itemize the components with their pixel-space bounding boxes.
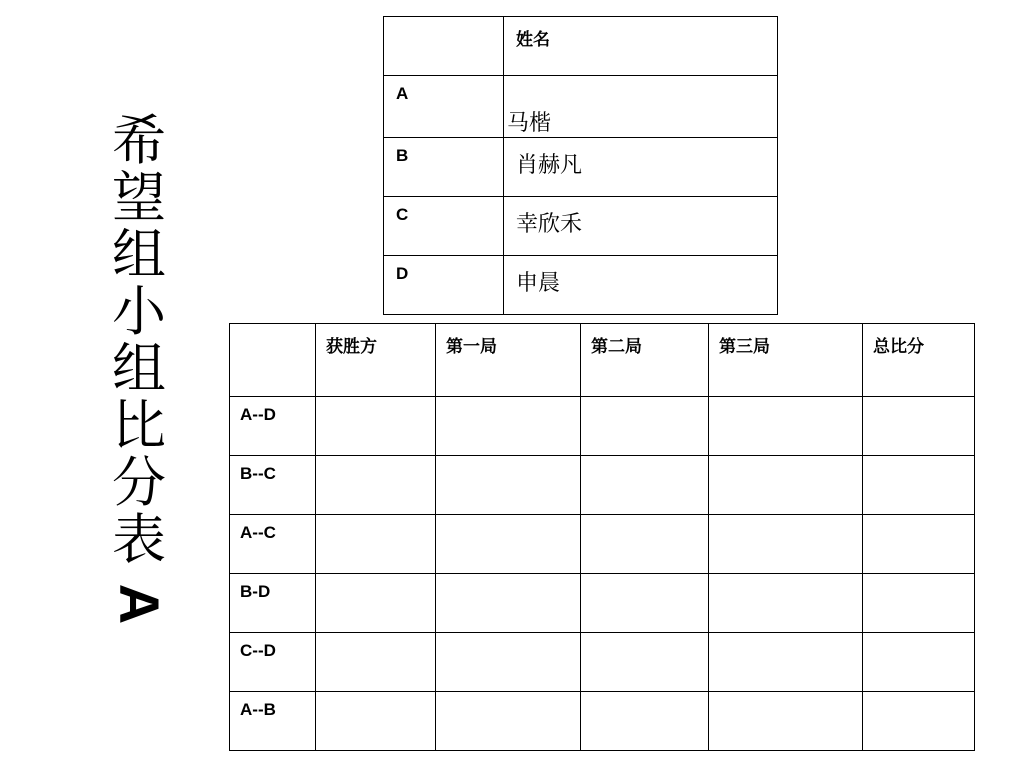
title-suffix: A [108, 583, 171, 625]
score-header-winner: 获胜方 [326, 337, 377, 357]
player-label-cell [384, 256, 504, 315]
player-name: 肖赫凡 [516, 153, 583, 178]
game3-cell[interactable] [709, 456, 863, 515]
score-row [230, 397, 975, 456]
player-row [384, 138, 778, 197]
player-name: 马楷 [507, 111, 552, 136]
player-name-cell[interactable] [504, 76, 778, 138]
score-header-game1: 第一局 [446, 337, 497, 357]
score-header-cell [230, 324, 316, 397]
score-header-cell [863, 324, 975, 397]
players-table [383, 16, 778, 315]
winner-cell[interactable] [316, 515, 436, 574]
total-cell[interactable] [863, 456, 975, 515]
score-row [230, 633, 975, 692]
match-cell [230, 633, 316, 692]
title-char: 分 [112, 451, 166, 514]
game3-cell[interactable] [709, 633, 863, 692]
players-header-name: 姓名 [516, 30, 550, 50]
game2-cell[interactable] [581, 515, 709, 574]
player-row [384, 256, 778, 315]
match-label: B--C [240, 464, 276, 483]
players-header-label [384, 17, 503, 25]
player-label: B [396, 146, 409, 165]
title-char: 希 [112, 109, 166, 172]
players-header-name-cell [504, 17, 778, 76]
player-name-cell[interactable] [504, 138, 778, 197]
player-label-cell [384, 76, 504, 138]
game2-cell[interactable] [581, 574, 709, 633]
player-name: 幸欣禾 [516, 212, 583, 237]
title-char: 望 [112, 166, 166, 229]
winner-cell[interactable] [316, 692, 436, 751]
score-header-game2: 第二局 [591, 337, 642, 357]
match-label: A--C [240, 523, 276, 542]
score-row [230, 515, 975, 574]
match-label: A--B [240, 700, 276, 719]
score-header-game3: 第三局 [719, 337, 770, 357]
score-header-total: 总比分 [873, 337, 924, 357]
total-cell[interactable] [863, 397, 975, 456]
game2-cell[interactable] [581, 692, 709, 751]
match-label: C--D [240, 641, 276, 660]
title-char: 组 [112, 337, 166, 400]
score-table [229, 323, 975, 751]
game2-cell[interactable] [581, 397, 709, 456]
score-header-cell [581, 324, 709, 397]
score-header-cell [709, 324, 863, 397]
player-label-cell [384, 197, 504, 256]
match-cell [230, 574, 316, 633]
match-cell [230, 692, 316, 751]
match-cell [230, 515, 316, 574]
player-label-cell [384, 138, 504, 197]
score-row [230, 574, 975, 633]
game2-cell[interactable] [581, 456, 709, 515]
title-char: 表 [112, 508, 166, 571]
total-cell[interactable] [863, 574, 975, 633]
winner-cell[interactable] [316, 456, 436, 515]
game1-cell[interactable] [436, 692, 581, 751]
game1-cell[interactable] [436, 574, 581, 633]
title-char: 小 [112, 280, 166, 343]
game1-cell[interactable] [436, 515, 581, 574]
player-label: D [396, 264, 409, 283]
game1-cell[interactable] [436, 456, 581, 515]
winner-cell[interactable] [316, 397, 436, 456]
score-row [230, 456, 975, 515]
game3-cell[interactable] [709, 574, 863, 633]
player-name: 申晨 [516, 271, 561, 296]
score-row [230, 692, 975, 751]
game2-cell[interactable] [581, 633, 709, 692]
total-cell[interactable] [863, 633, 975, 692]
player-label: A [396, 84, 409, 103]
title-char: 组 [112, 223, 166, 286]
total-cell[interactable] [863, 515, 975, 574]
game1-cell[interactable] [436, 397, 581, 456]
winner-cell[interactable] [316, 574, 436, 633]
match-cell [230, 456, 316, 515]
page-title [105, 109, 173, 672]
game1-cell[interactable] [436, 633, 581, 692]
score-header-blank [230, 324, 315, 332]
player-name-cell[interactable] [504, 197, 778, 256]
match-label: A--D [240, 405, 276, 424]
player-name-cell[interactable] [504, 256, 778, 315]
game3-cell[interactable] [709, 515, 863, 574]
players-header-label-cell [384, 17, 504, 76]
winner-cell[interactable] [316, 633, 436, 692]
match-label: B-D [240, 582, 271, 601]
title-char: 比 [112, 394, 166, 457]
score-header-cell [316, 324, 436, 397]
player-label: C [396, 205, 409, 224]
score-header-row [230, 324, 975, 397]
total-cell[interactable] [863, 692, 975, 751]
game3-cell[interactable] [709, 397, 863, 456]
score-header-cell [436, 324, 581, 397]
player-row [384, 76, 778, 138]
game3-cell[interactable] [709, 692, 863, 751]
player-row [384, 197, 778, 256]
players-header-row [384, 17, 778, 76]
match-cell [230, 397, 316, 456]
